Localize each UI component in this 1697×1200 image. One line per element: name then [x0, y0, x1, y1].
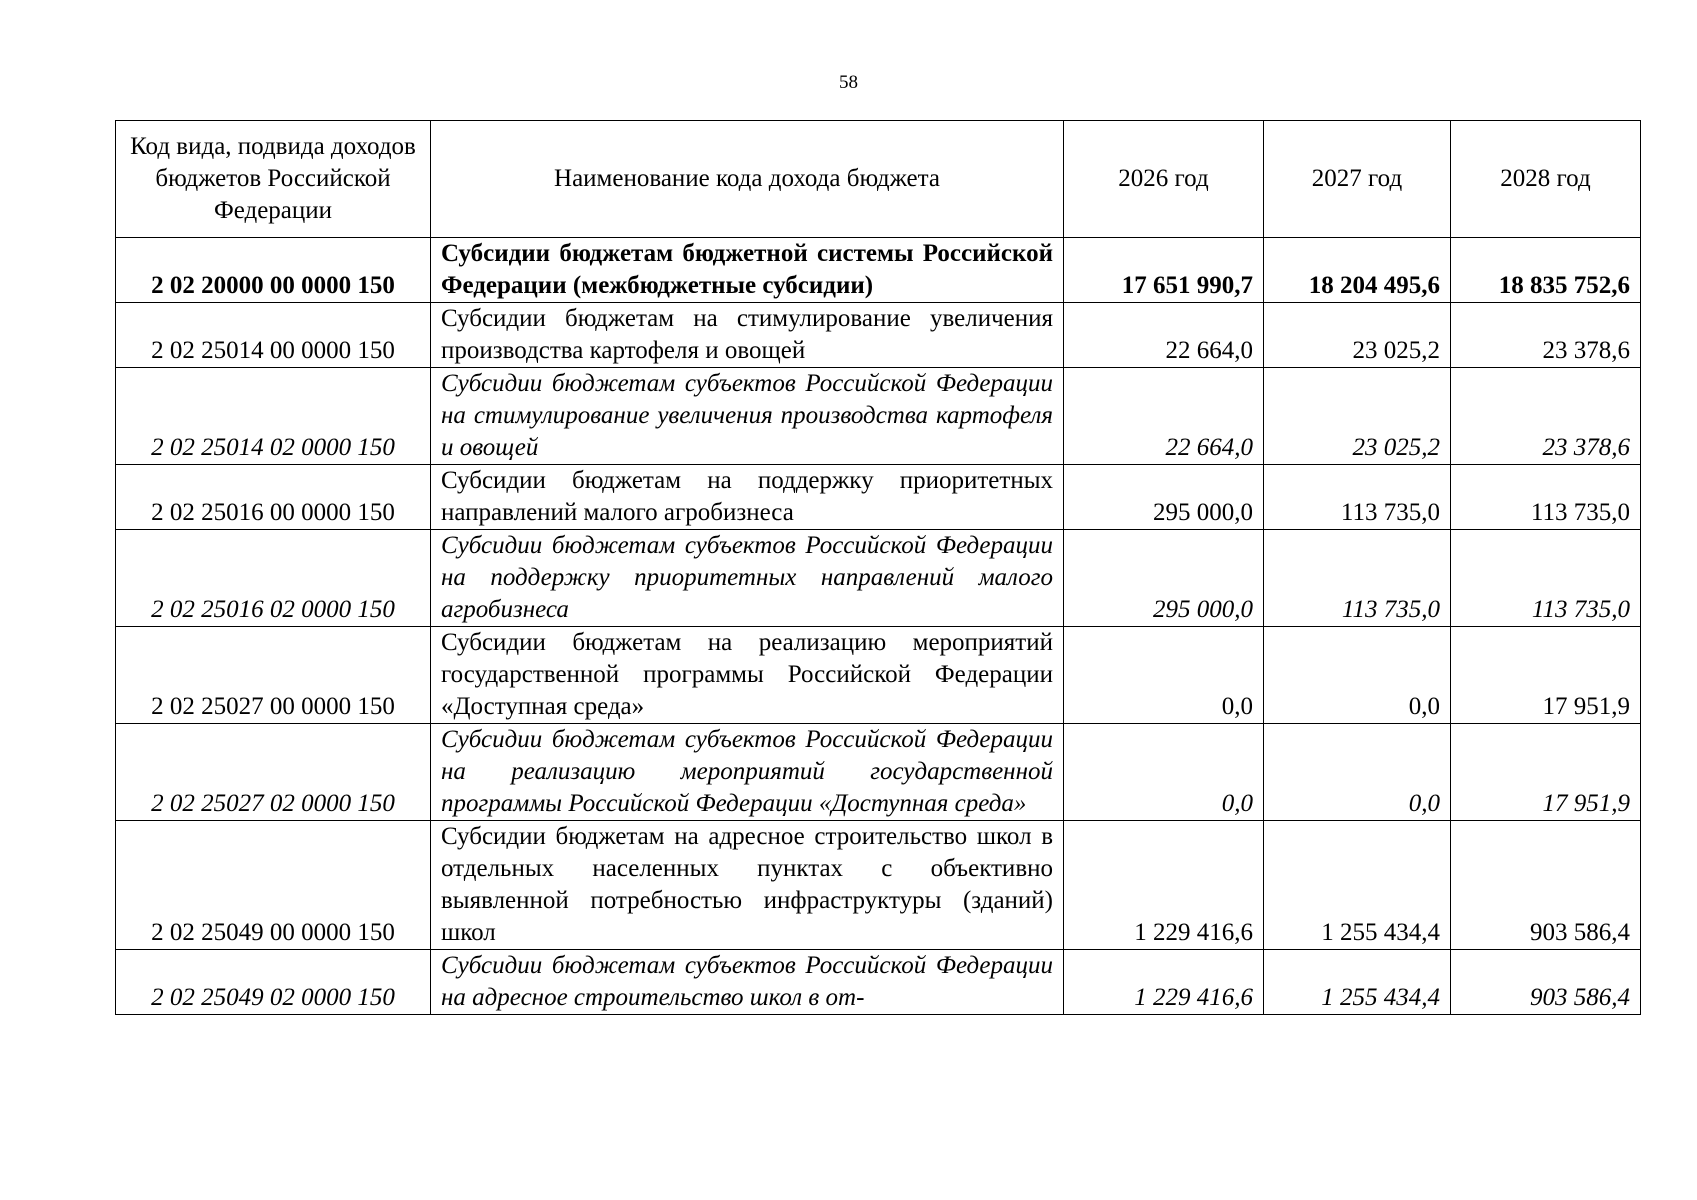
amount-2026: 295 000,0: [1064, 530, 1264, 627]
income-code: 2 02 25049 02 0000 150: [116, 950, 431, 1015]
income-code: 2 02 25014 02 0000 150: [116, 368, 431, 465]
amount-2026: 1 229 416,6: [1064, 821, 1264, 950]
amount-2027: 1 255 434,4: [1264, 821, 1451, 950]
amount-2028: 113 735,0: [1451, 465, 1641, 530]
budget-income-table: [115, 120, 1641, 1015]
income-name: Субсидии бюджетам на стимулирование увеличения производства картофеля и овощей: [431, 303, 1064, 368]
income-name: Субсидии бюджетам субъектов Российской Федерации на поддержку приоритетных направлений малого агробизнеса: [431, 530, 1064, 627]
amount-2027: 0,0: [1264, 724, 1451, 821]
table-row: [116, 465, 1641, 530]
amount-2026: 22 664,0: [1064, 303, 1264, 368]
table-body: [116, 238, 1641, 1015]
table-row: [116, 238, 1641, 303]
header-name: Наименование кода дохода бюджета: [431, 121, 1064, 238]
amount-2026: 0,0: [1064, 627, 1264, 724]
income-code: 2 02 25027 02 0000 150: [116, 724, 431, 821]
amount-2028: 903 586,4: [1451, 950, 1641, 1015]
table-row: [116, 821, 1641, 950]
table-row: [116, 724, 1641, 821]
amount-2028: 17 951,9: [1451, 627, 1641, 724]
amount-2028: 113 735,0: [1451, 530, 1641, 627]
amount-2028: 18 835 752,6: [1451, 238, 1641, 303]
amount-2026: 0,0: [1064, 724, 1264, 821]
income-name: Субсидии бюджетам субъектов Российской Федерации на адресное строительство школ в от-: [431, 950, 1064, 1015]
income-code: 2 02 25049 00 0000 150: [116, 821, 431, 950]
table-header: [116, 121, 1641, 238]
amount-2028: 903 586,4: [1451, 821, 1641, 950]
amount-2027: 18 204 495,6: [1264, 238, 1451, 303]
income-code: 2 02 25016 00 0000 150: [116, 465, 431, 530]
amount-2027: 23 025,2: [1264, 303, 1451, 368]
header-row: [116, 121, 1641, 238]
amount-2028: 23 378,6: [1451, 303, 1641, 368]
income-code: 2 02 25016 02 0000 150: [116, 530, 431, 627]
amount-2026: 295 000,0: [1064, 465, 1264, 530]
income-name: Субсидии бюджетам на реализацию мероприятий государственной программы Российской Федерации «Доступная среда»: [431, 627, 1064, 724]
page-number: 58: [839, 72, 858, 93]
income-code: 2 02 25014 00 0000 150: [116, 303, 431, 368]
amount-2027: 113 735,0: [1264, 530, 1451, 627]
header-2027: 2027 год: [1264, 121, 1451, 238]
header-code: Код вида, подвида доходов бюджетов Российской Федерации: [116, 121, 431, 238]
table-row: [116, 303, 1641, 368]
amount-2028: 17 951,9: [1451, 724, 1641, 821]
amount-2027: 23 025,2: [1264, 368, 1451, 465]
table-row: [116, 368, 1641, 465]
table-row: [116, 530, 1641, 627]
amount-2026: 1 229 416,6: [1064, 950, 1264, 1015]
amount-2028: 23 378,6: [1451, 368, 1641, 465]
income-name: Субсидии бюджетам субъектов Российской Федерации на стимулирование увеличения производства картофеля и овощей: [431, 368, 1064, 465]
amount-2026: 22 664,0: [1064, 368, 1264, 465]
header-2028: 2028 год: [1451, 121, 1641, 238]
amount-2027: 113 735,0: [1264, 465, 1451, 530]
income-code: 2 02 25027 00 0000 150: [116, 627, 431, 724]
table-row: [116, 950, 1641, 1015]
income-name: Субсидии бюджетам бюджетной системы Российской Федерации (межбюджетные субсидии): [431, 238, 1064, 303]
amount-2026: 17 651 990,7: [1064, 238, 1264, 303]
income-code: 2 02 20000 00 0000 150: [116, 238, 431, 303]
header-2026: 2026 год: [1064, 121, 1264, 238]
income-name: Субсидии бюджетам субъектов Российской Федерации на реализацию мероприятий государственной программы Российской Федерации «Доступная среда»: [431, 724, 1064, 821]
table-row: [116, 627, 1641, 724]
amount-2027: 1 255 434,4: [1264, 950, 1451, 1015]
income-name: Субсидии бюджетам на поддержку приоритетных направлений малого агробизнеса: [431, 465, 1064, 530]
income-name: Субсидии бюджетам на адресное строительство школ в отдельных населенных пунктах с объективно выявленной потребностью инфраструктуры (зданий) школ: [431, 821, 1064, 950]
amount-2027: 0,0: [1264, 627, 1451, 724]
